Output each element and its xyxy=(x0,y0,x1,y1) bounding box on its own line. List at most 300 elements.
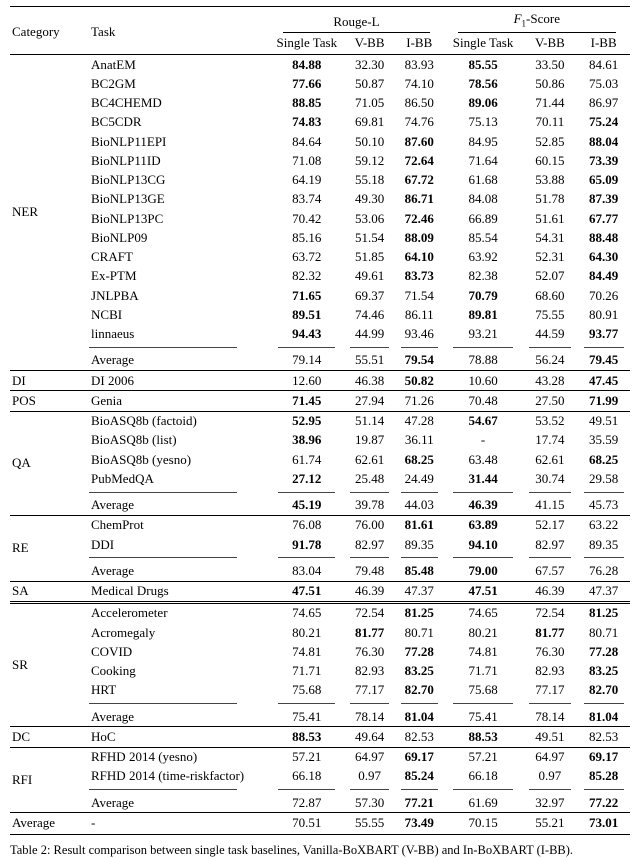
value-cell: 93.21 xyxy=(468,326,498,342)
value-cell: 81.61 xyxy=(404,517,434,533)
separator-cell xyxy=(344,489,395,496)
value-cell: 86.11 xyxy=(404,306,434,322)
value-cell: 74.83 xyxy=(292,114,322,130)
value-cell: 46.39 xyxy=(344,581,395,602)
table-row xyxy=(10,325,630,344)
value-cell: 55.51 xyxy=(344,351,395,371)
value-cell: 76.08 xyxy=(292,517,322,533)
value-cell: 85.24 xyxy=(404,768,434,784)
task-cell: BioNLP11EPI xyxy=(91,133,167,149)
separator-line xyxy=(89,557,237,558)
average-row xyxy=(10,793,630,813)
value-cell: 78.14 xyxy=(523,707,578,727)
table-row xyxy=(10,662,630,681)
separator-line xyxy=(89,789,237,790)
value-cell: 44.03 xyxy=(395,496,444,516)
separator-cell xyxy=(523,786,578,793)
value-cell: 49.64 xyxy=(344,727,395,747)
value-cell: 71.26 xyxy=(395,391,444,411)
category-cell: RE xyxy=(10,515,89,581)
value-cell: 81.77 xyxy=(535,624,565,640)
value-cell: 84.95 xyxy=(468,133,498,149)
table-row xyxy=(10,535,630,554)
value-cell: 75.68 xyxy=(468,682,498,698)
value-cell: 80.21 xyxy=(468,624,498,640)
separator-line xyxy=(529,557,571,558)
value-cell: 38.96 xyxy=(292,432,322,448)
separator-cell xyxy=(395,344,444,351)
value-cell: 71.71 xyxy=(292,663,322,679)
rouge-l-label: Rouge-L xyxy=(283,14,429,33)
separator-cell xyxy=(395,700,444,707)
task-cell: BC2GM xyxy=(91,75,136,91)
separator-line xyxy=(401,492,438,493)
value-cell: 53.88 xyxy=(535,172,565,188)
col-header-v-bb: V-BB xyxy=(523,33,578,55)
value-cell: 88.85 xyxy=(292,95,322,111)
task-cell: BioASQ8b (yesno) xyxy=(91,451,192,467)
value-cell: 49.30 xyxy=(354,191,385,207)
value-cell: 10.60 xyxy=(444,371,523,391)
value-cell: 57.21 xyxy=(468,749,498,765)
col-header-i-bb: I-BB xyxy=(395,33,444,55)
header-group-row xyxy=(10,7,630,33)
table-row xyxy=(10,642,630,661)
value-cell: 51.54 xyxy=(354,229,385,245)
value-cell: 75.55 xyxy=(535,306,565,322)
separator-line xyxy=(350,347,388,348)
separator-cell xyxy=(577,489,630,496)
value-cell: 36.11 xyxy=(404,432,434,448)
separator-line xyxy=(584,703,624,704)
task-cell: Average xyxy=(89,707,269,727)
separator-cell xyxy=(395,786,444,793)
value-cell: 67.77 xyxy=(589,210,619,226)
separator-line xyxy=(89,347,237,348)
value-cell: 85.28 xyxy=(589,768,619,784)
value-cell: 52.85 xyxy=(535,133,565,149)
table-row xyxy=(10,391,630,411)
value-cell: 71.45 xyxy=(269,391,344,411)
value-cell: 47.37 xyxy=(395,581,444,602)
value-cell: 49.61 xyxy=(354,268,385,284)
task-cell: HRT xyxy=(91,682,117,698)
col-header-i-bb: I-BB xyxy=(577,33,630,55)
value-cell: 75.41 xyxy=(269,707,344,727)
value-cell: 86.50 xyxy=(404,95,434,111)
value-cell: 85.48 xyxy=(395,561,444,581)
separator-cell xyxy=(523,554,578,561)
value-cell: 71.08 xyxy=(292,152,322,168)
table-caption: Table 2: Result comparison between single task baselines, Vanilla-BoXBART (V-BB) and In-BoXBART (I-BB). xyxy=(10,843,574,858)
task-cell: Average xyxy=(89,496,269,516)
value-cell: 88.09 xyxy=(404,229,434,245)
task-cell: PubMedQA xyxy=(91,470,154,486)
value-cell: 74.81 xyxy=(468,643,498,659)
value-cell: 81.04 xyxy=(577,707,630,727)
task-cell: Ex-PTM xyxy=(91,268,137,284)
col-header-v-bb: V-BB xyxy=(344,33,395,55)
table-row xyxy=(10,94,630,113)
value-cell: 41.15 xyxy=(523,496,578,516)
value-cell: 82.53 xyxy=(395,727,444,747)
task-cell: JNLPBA xyxy=(91,287,139,303)
task-cell: Average xyxy=(89,793,269,813)
value-cell: 63.72 xyxy=(292,249,322,265)
value-cell: 50.82 xyxy=(395,371,444,391)
value-cell: 71.44 xyxy=(535,95,565,111)
table-row xyxy=(10,469,630,488)
value-cell: 0.97 xyxy=(358,768,381,784)
value-cell: 31.44 xyxy=(468,470,498,486)
separator-cell xyxy=(444,700,523,707)
value-cell: 51.61 xyxy=(535,210,565,226)
value-cell: 75.68 xyxy=(292,682,322,698)
value-cell: 77.28 xyxy=(589,643,619,659)
table-row xyxy=(10,767,630,786)
value-cell: 62.61 xyxy=(354,451,385,467)
separator-line xyxy=(278,557,335,558)
value-cell: 50.86 xyxy=(535,75,565,91)
value-cell: 84.08 xyxy=(468,191,498,207)
value-cell: 83.73 xyxy=(404,268,434,284)
value-cell: 63.89 xyxy=(468,517,498,533)
value-cell: 94.10 xyxy=(468,536,498,552)
value-cell: 70.15 xyxy=(444,813,523,835)
value-cell: 67.57 xyxy=(523,561,578,581)
value-cell: 52.07 xyxy=(535,268,565,284)
separator-line xyxy=(89,492,237,493)
value-cell: 70.51 xyxy=(269,813,344,835)
value-cell: 71.64 xyxy=(468,152,498,168)
value-cell: 64.30 xyxy=(589,249,619,265)
separator-cell xyxy=(395,554,444,561)
value-cell: 47.37 xyxy=(577,581,630,602)
value-cell: 72.87 xyxy=(269,793,344,813)
separator-cell xyxy=(444,344,523,351)
separator-row xyxy=(10,700,630,707)
value-cell: 56.24 xyxy=(523,351,578,371)
value-cell: 74.65 xyxy=(468,605,498,621)
table-row xyxy=(10,132,630,151)
value-cell: 52.31 xyxy=(535,249,565,265)
col-header-task: Task xyxy=(89,7,269,55)
value-cell: 89.81 xyxy=(468,306,498,322)
value-cell: 0.97 xyxy=(538,768,562,784)
value-cell: 91.78 xyxy=(292,536,322,552)
category-cell: DI xyxy=(10,371,89,391)
task-cell: BioNLP09 xyxy=(91,229,148,245)
table-row xyxy=(10,151,630,170)
value-cell: 68.25 xyxy=(404,451,434,467)
results-table xyxy=(10,6,630,835)
average-row xyxy=(10,496,630,516)
average-row xyxy=(10,561,630,581)
separator-line xyxy=(529,492,571,493)
value-cell: 57.30 xyxy=(344,793,395,813)
value-cell: 85.16 xyxy=(292,229,322,245)
table-row xyxy=(10,515,630,535)
value-cell: 61.68 xyxy=(468,172,498,188)
value-cell: 76.00 xyxy=(354,517,385,533)
separator-line xyxy=(401,703,438,704)
separator-row xyxy=(10,344,630,351)
task-cell: BioASQ8b (list) xyxy=(91,432,177,448)
separator-line xyxy=(453,347,513,348)
value-cell: 32.97 xyxy=(523,793,578,813)
value-cell: 84.64 xyxy=(292,133,322,149)
separator-cell xyxy=(444,786,523,793)
value-cell: 77.22 xyxy=(577,793,630,813)
value-cell: 89.51 xyxy=(292,306,322,322)
value-cell: 49.51 xyxy=(523,727,578,747)
task-cell: NCBI xyxy=(91,306,123,322)
value-cell: 12.60 xyxy=(269,371,344,391)
table-row xyxy=(10,228,630,247)
value-cell: 63.92 xyxy=(468,249,498,265)
separator-line xyxy=(278,703,335,704)
task-cell: DDI xyxy=(91,536,115,552)
task-cell: HoC xyxy=(89,727,269,747)
task-cell: RFHD 2014 (yesno) xyxy=(91,749,198,765)
separator-cell xyxy=(344,786,395,793)
table-row xyxy=(10,113,630,132)
value-cell: 66.18 xyxy=(468,768,498,784)
value-cell: 53.06 xyxy=(354,210,385,226)
task-cell: BioNLP11ID xyxy=(91,152,161,168)
value-cell: 52.17 xyxy=(535,517,565,533)
category-cell: DC xyxy=(10,727,89,747)
value-cell: 78.88 xyxy=(444,351,523,371)
value-cell: 88.48 xyxy=(589,229,619,245)
category-cell: QA xyxy=(10,411,89,515)
value-cell: 60.15 xyxy=(535,152,565,168)
value-cell: 51.14 xyxy=(354,413,385,429)
value-cell: 80.71 xyxy=(404,624,434,640)
value-cell: 77.21 xyxy=(395,793,444,813)
value-cell: 75.24 xyxy=(589,114,619,130)
separator-line xyxy=(453,703,513,704)
task-cell: DI 2006 xyxy=(89,371,269,391)
separator-cell xyxy=(89,786,269,793)
table-row xyxy=(10,581,630,602)
value-cell: 71.71 xyxy=(468,663,498,679)
separator-cell xyxy=(344,344,395,351)
separator-line xyxy=(529,347,571,348)
value-cell: 82.53 xyxy=(577,727,630,747)
value-cell: 68.60 xyxy=(535,287,565,303)
separator-cell xyxy=(344,700,395,707)
task-cell: Acromegaly xyxy=(91,624,156,640)
value-cell: 84.88 xyxy=(292,56,322,72)
value-cell: 76.28 xyxy=(577,561,630,581)
average-row xyxy=(10,351,630,371)
value-cell: 30.74 xyxy=(535,470,565,486)
value-cell: 93.46 xyxy=(404,326,434,342)
separator-cell xyxy=(89,554,269,561)
value-cell: 52.95 xyxy=(292,413,322,429)
separator-cell xyxy=(395,489,444,496)
separator-line xyxy=(350,789,388,790)
separator-line xyxy=(529,703,571,704)
value-cell: 82.97 xyxy=(354,536,385,552)
task-cell: BC5CDR xyxy=(91,114,142,130)
separator-line xyxy=(584,347,624,348)
value-cell: 72.54 xyxy=(354,605,385,621)
value-cell: 70.48 xyxy=(444,391,523,411)
separator-row xyxy=(10,489,630,496)
value-cell: 80.21 xyxy=(292,624,322,640)
value-cell: 64.97 xyxy=(535,749,565,765)
value-cell: 82.32 xyxy=(292,268,322,284)
value-cell: 57.21 xyxy=(292,749,322,765)
value-cell: 43.28 xyxy=(523,371,578,391)
value-cell: 44.99 xyxy=(354,326,385,342)
separator-cell xyxy=(344,554,395,561)
separator-cell xyxy=(269,344,344,351)
separator-cell xyxy=(269,786,344,793)
value-cell: 70.11 xyxy=(535,114,565,130)
value-cell: 46.38 xyxy=(344,371,395,391)
value-cell: 68.25 xyxy=(589,451,619,467)
separator-cell xyxy=(523,700,578,707)
value-cell: 65.09 xyxy=(589,172,619,188)
value-cell: 83.74 xyxy=(292,191,322,207)
col-header-single-task: Single Task xyxy=(269,33,344,55)
col-header-single-task: Single Task xyxy=(444,33,523,55)
value-cell: 54.31 xyxy=(535,229,565,245)
category-cell: Average xyxy=(10,813,89,835)
value-cell: 77.17 xyxy=(354,682,385,698)
separator-row xyxy=(10,786,630,793)
task-cell: CRAFT xyxy=(91,249,133,265)
separator-line xyxy=(401,347,438,348)
value-cell: 81.25 xyxy=(404,605,434,621)
value-cell: 39.78 xyxy=(344,496,395,516)
value-cell: 81.25 xyxy=(589,605,619,621)
table-row xyxy=(10,171,630,190)
value-cell: 81.04 xyxy=(395,707,444,727)
task-cell: BioNLP13PC xyxy=(91,210,164,226)
value-cell: 27.50 xyxy=(523,391,578,411)
separator-line xyxy=(401,789,438,790)
table-row xyxy=(10,74,630,93)
col-header-category: Category xyxy=(10,7,89,55)
separator-line xyxy=(278,492,335,493)
value-cell: 70.42 xyxy=(292,210,322,226)
task-cell: Average xyxy=(89,561,269,581)
value-cell: 85.55 xyxy=(468,56,498,72)
value-cell: 74.10 xyxy=(404,75,434,91)
task-cell: BioASQ8b (factoid) xyxy=(91,413,197,429)
separator-cell xyxy=(89,489,269,496)
overall-average-row xyxy=(10,813,630,835)
value-cell: 83.04 xyxy=(269,561,344,581)
value-cell: 71.05 xyxy=(354,95,385,111)
value-cell: 70.26 xyxy=(589,287,619,303)
separator-line xyxy=(584,557,624,558)
value-cell: 25.48 xyxy=(354,470,385,486)
separator-line xyxy=(350,492,388,493)
value-cell: 32.30 xyxy=(354,56,385,72)
value-cell: 46.39 xyxy=(523,581,578,602)
value-cell: 80.91 xyxy=(589,306,619,322)
value-cell: 86.97 xyxy=(589,95,619,111)
value-cell: 80.71 xyxy=(589,624,619,640)
value-cell: 70.79 xyxy=(468,287,498,303)
value-cell: 61.74 xyxy=(292,451,322,467)
value-cell: 76.30 xyxy=(354,643,385,659)
task-cell: linnaeus xyxy=(91,326,135,342)
category-cell: RFI xyxy=(10,747,89,813)
value-cell: 64.19 xyxy=(292,172,322,188)
table-row xyxy=(10,190,630,209)
table-body xyxy=(10,55,630,835)
value-cell: 69.17 xyxy=(404,749,434,765)
value-cell: 27.94 xyxy=(344,391,395,411)
value-cell: 93.77 xyxy=(589,326,619,342)
value-cell: 33.50 xyxy=(535,56,565,72)
value-cell: 73.49 xyxy=(395,813,444,835)
table-row xyxy=(10,450,630,469)
value-cell: 82.70 xyxy=(404,682,434,698)
value-cell: 89.35 xyxy=(404,536,434,552)
table-row xyxy=(10,623,630,642)
value-cell: 51.85 xyxy=(354,249,385,265)
value-cell: 55.55 xyxy=(344,813,395,835)
value-cell: 63.48 xyxy=(468,451,498,467)
category-cell: NER xyxy=(10,55,89,371)
value-cell: 17.74 xyxy=(535,432,565,448)
table-row xyxy=(10,305,630,324)
separator-cell xyxy=(444,489,523,496)
value-cell: 78.56 xyxy=(468,75,498,91)
f1-score-label: $F_1$-Score xyxy=(458,11,616,33)
value-cell: 50.10 xyxy=(354,133,385,149)
task-cell: Average xyxy=(89,351,269,371)
separator-cell xyxy=(269,489,344,496)
value-cell: 75.03 xyxy=(589,75,619,91)
value-cell: 94.43 xyxy=(292,326,322,342)
value-cell: 69.17 xyxy=(589,749,619,765)
task-cell: COVID xyxy=(91,643,133,659)
table-row xyxy=(10,727,630,747)
table-row xyxy=(10,681,630,700)
value-cell: 77.17 xyxy=(535,682,565,698)
table-row xyxy=(10,371,630,391)
separator-line xyxy=(401,557,438,558)
table-row xyxy=(10,411,630,431)
value-cell: 74.46 xyxy=(354,306,385,322)
separator-cell xyxy=(523,489,578,496)
value-cell: 71.54 xyxy=(404,287,434,303)
separator-line xyxy=(584,789,624,790)
value-cell: 64.97 xyxy=(354,749,385,765)
separator-cell xyxy=(523,344,578,351)
value-cell: 69.81 xyxy=(354,114,385,130)
separator-cell xyxy=(577,344,630,351)
task-cell: BC4CHEMD xyxy=(91,95,162,111)
value-cell: 45.73 xyxy=(577,496,630,516)
value-cell: 82.93 xyxy=(354,663,385,679)
value-cell: 66.18 xyxy=(292,768,322,784)
value-cell: 79.54 xyxy=(395,351,444,371)
value-cell: 84.61 xyxy=(589,56,619,72)
table-row xyxy=(10,55,630,75)
value-cell: 73.01 xyxy=(577,813,630,835)
value-cell: 74.76 xyxy=(404,114,434,130)
category-cell: POS xyxy=(10,391,89,411)
